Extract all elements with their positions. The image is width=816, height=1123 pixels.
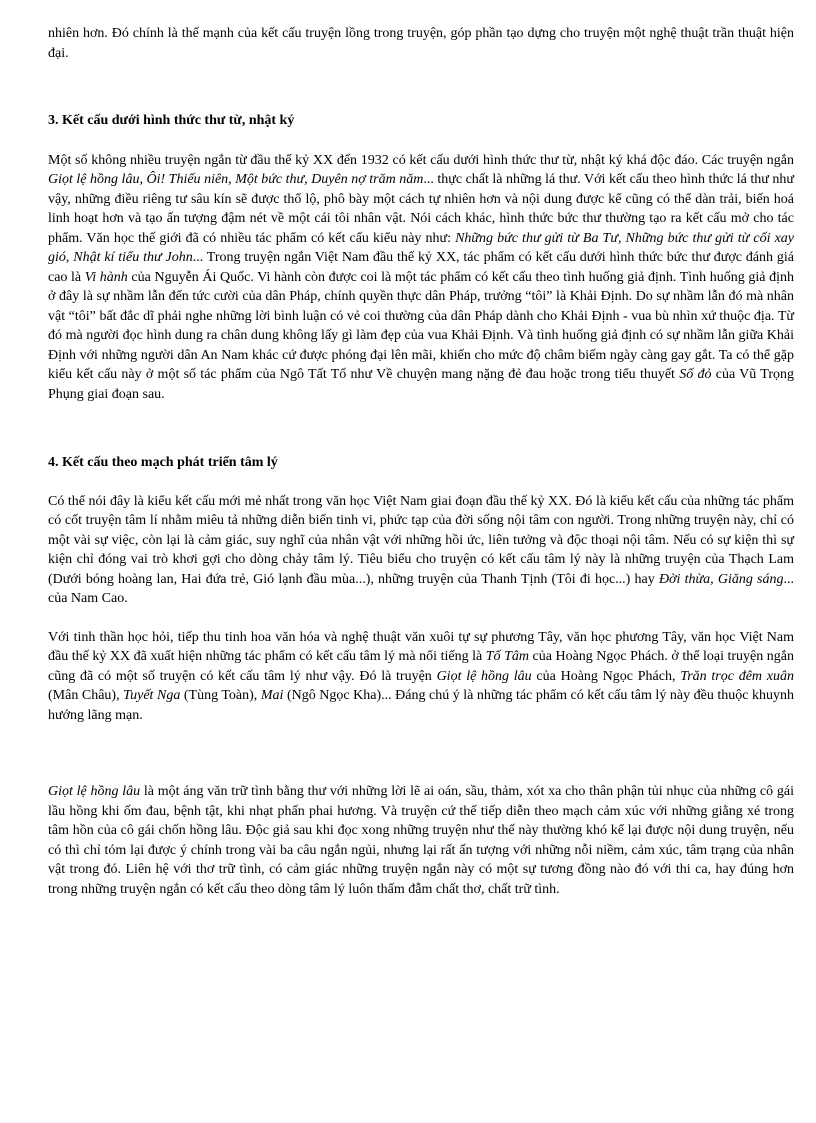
spacer <box>48 404 794 453</box>
paragraph-section-4-b: Với tinh thần học hỏi, tiếp thu tinh hoa văn hóa và nghệ thuật văn xuôi tự sự phương Tây, văn học phương Tây, văn học Việt Nam đầu thế kỷ XX đã xuất hiện những tác phẩm có kết cấu tâm lý mà nổi tiếng là Tố Tâm của Hoàng Ngọc Phách. ở thể loại truyện ngắn cũng đã có một số truyện có kết cấu tâm lý như vậy. Đó là truyện Giọt lệ hồng lâu của Hoàng Ngọc Phách, Trăn trọc đêm xuân (Mân Châu), Tuyết Nga (Tùng Toàn), Mai (Ngô Ngọc Kha)... Đáng chú ý là những tác phẩm có kết cấu tâm lý này đều thuộc khuynh hướng lãng mạn. <box>48 629 795 723</box>
paragraph-section-3: Một số không nhiều truyện ngắn từ đầu thế kỷ XX đến 1932 có kết cấu dưới hình thức thư từ, nhật ký khá độc đáo. Các truyện ngắn Giọt lệ hồng lâu, Ôi! Thiếu niên, Một bức thư, Duyên nợ trăm năm... thực chất là những lá thư. Với kết cấu theo hình thức lá thư như vậy, những điều riêng tư sâu kín sẽ được thổ lộ, phô bày một cách tự nhiên hơn và nội dung được kể cũng có thể dàn trải, biến hoá linh hoạt hơn và tạo ấn tượng đậm nét về một cái tôi nhân vật. Nói cách khác, hình thức bức thư thường tạo ra kết cấu mở cho tác phẩm. Văn học thế giới đã có nhiều tác phẩm có kết cấu kiểu này như: Những bức thư gửi từ Ba Tư, Những bức thư gửi từ cối xay gió, Nhật kí tiểu thư John... Trong truyện ngắn Việt Nam đầu thế kỷ XX, tác phẩm có kết cấu dưới hình thức bức thư được đánh giá cao là Vi hành của Nguyễn Ái Quốc. Vi hành còn được coi là một tác phẩm có kết cấu theo tình huống giả định. Tình huống giả định ở đây là sự nhầm lẫn đến tức cười của dân Pháp, chính quyền thực dân Pháp, trưởng “tôi” là Khải Định. Do sự nhầm lẫn đó mà nhân vật “tôi” bất đắc dĩ phải nghe những lời bình luận có vẻ coi thường của dân Pháp dành cho Khải Định - vua bù nhìn xứ thuộc địa. Từ đó mà người đọc hình dung ra chân dung không lấy gì làm đẹp của vua Khải Định. Và tình huống giả định có sự nhầm lẫn giữa Khải Định với những người dân An Nam khác cứ được phóng đại lên mãi, khiến cho mức độ châm biếm ngày càng gay gắt. Ta có thể gặp kiểu kết cấu này ở một số tác phẩm của Ngô Tất Tố như Về chuyện mang nặng đẻ đau hoặc trong tiểu thuyết Số đỏ của Vũ Trọng Phụng giai đoạn sau. <box>48 152 795 402</box>
section-heading-4: 4. Kết cấu theo mạch phát triển tâm lý <box>48 455 278 470</box>
section-heading-3: 3. Kết cấu dưới hình thức thư từ, nhật ký <box>48 113 295 128</box>
spacer <box>48 131 794 151</box>
spacer <box>48 609 794 628</box>
spacer <box>48 473 794 492</box>
paragraph-section-4-c: Giọt lệ hồng lâu là một áng văn trữ tình bằng thư với những lời lẽ ai oán, sầu, thảm, xót xa cho thân phận tủi nhục của những cô gái lầu hồng khi ốm đau, bệnh tật, khi nhạt phấn phai hương. Và truyện cứ thế tiếp diễn theo mạch cảm xúc với những giằng xé trong tâm hồn của cô gái chốn hồng lâu. Độc giả sau khi đọc xong những truyện như thế này thường khó kể lại được nội dung truyện, nếu có thì chỉ tóm lại được ý chính trong vài ba câu ngắn ngủi, nhưng lại rất ấn tượng với những nỗi niềm, cảm xúc, tâm trạng của nhân vật trong đó. Liên hệ với thơ trữ tình, có cảm giác những truyện ngắn này có một sự tương đồng nào đó với thi ca, hay đúng hơn trong những truyện ngắn có kết cấu theo dòng tâm lý luôn thấm đẫm chất thơ, chất trữ tình. <box>48 784 794 897</box>
spacer <box>48 63 794 111</box>
paragraph-intro: nhiên hơn. Đó chính là thế mạnh của kết cấu truyện lồng trong truyện, góp phần tạo dựng cho truyện một nghệ thuật trần thuật hiện đại. <box>48 26 794 61</box>
spacer <box>48 725 794 782</box>
document-page <box>48 24 794 899</box>
paragraph-section-4-a: Có thể nói đây là kiểu kết cấu mới mẻ nhất trong văn học Việt Nam giai đoạn đầu thế kỷ XX. Đó là kiểu kết cấu của những tác phẩm có cốt truyện tâm lí nhằm miêu tả những diễn biến tinh vi, phức tạp của đời sống nội tâm con người. Trong những truyện này, chỉ có một vài sự việc, còn lại là cảm giác, suy nghĩ của nhân vật với những hồi ức, liên tưởng và độc thoại nội tâm. Nếu có sự kiện thì sự kiện chỉ đóng vai trò khơi gợi cho dòng chảy tâm lý. Tiêu biểu cho truyện có kết cấu tâm lý này là những truyện của Thạch Lam (Dưới bóng hoàng lan, Hai đứa trẻ, Gió lạnh đầu mùa...), những truyện của Thanh Tịnh (Tôi đi học...) hay Đời thừa, Giăng sáng... của Nam Cao. <box>48 493 794 606</box>
